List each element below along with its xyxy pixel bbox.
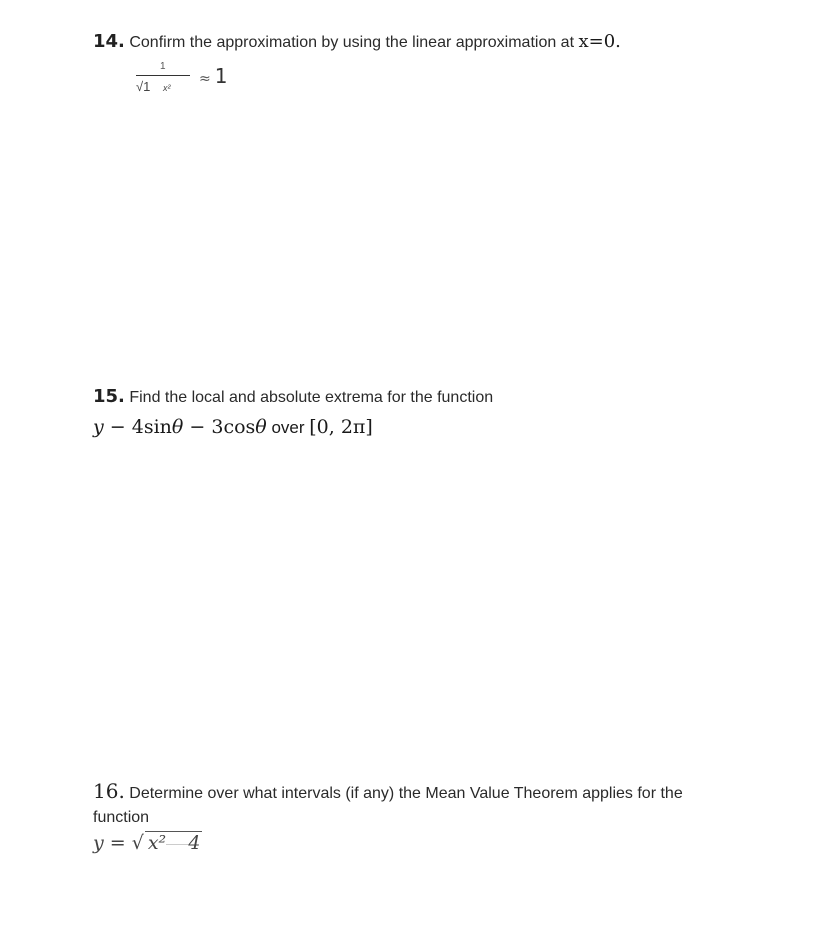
question-14-prompt [93, 31, 766, 52]
question-text: Find the local and absolute extrema for the function [129, 389, 494, 406]
question-15-prompt [93, 386, 766, 407]
question-15 [93, 386, 766, 438]
fraction-expression [136, 61, 190, 107]
radicand-x2: x² [147, 832, 167, 854]
question-number: 15. [93, 386, 125, 407]
fraction-bar [136, 75, 190, 76]
sin-term: 4sin [131, 416, 172, 438]
theta: θ [255, 416, 267, 438]
question-number: 14. [93, 31, 125, 52]
question-16-prompt [93, 779, 766, 806]
var-y: y [93, 416, 104, 438]
denominator-radical: √1 [136, 79, 151, 94]
radicand-constant: 4 [188, 832, 201, 854]
function-formula [93, 831, 202, 854]
missing-operator [166, 844, 188, 845]
question-text: Confirm the approximation by using the linear approximation at [129, 34, 575, 51]
question-14 [93, 31, 766, 94]
function-formula [93, 416, 373, 438]
approximation [199, 64, 227, 88]
theta: θ [171, 416, 184, 438]
interval: [0, 2π] [309, 416, 373, 438]
approx-symbol: ≈ [199, 71, 211, 87]
over-word: over [266, 418, 310, 437]
relation: − [103, 416, 132, 438]
formula-lhs: y = √ [93, 832, 144, 854]
fraction-denominator [136, 79, 171, 94]
question-text-line2: function [93, 809, 150, 826]
question-16 [93, 779, 766, 854]
cos-term: cos [223, 416, 256, 438]
condition: x=0. [578, 31, 621, 52]
denominator-term: x² [163, 83, 171, 93]
question-text: Determine over what intervals (if any) the Mean Value Theorem applies for the [129, 785, 683, 802]
fraction-numerator: 1 [160, 61, 166, 72]
minus-term: − 3 [183, 416, 224, 438]
radicand [145, 831, 202, 854]
approx-value: 1 [214, 64, 228, 88]
question-number: 16. [93, 779, 125, 803]
